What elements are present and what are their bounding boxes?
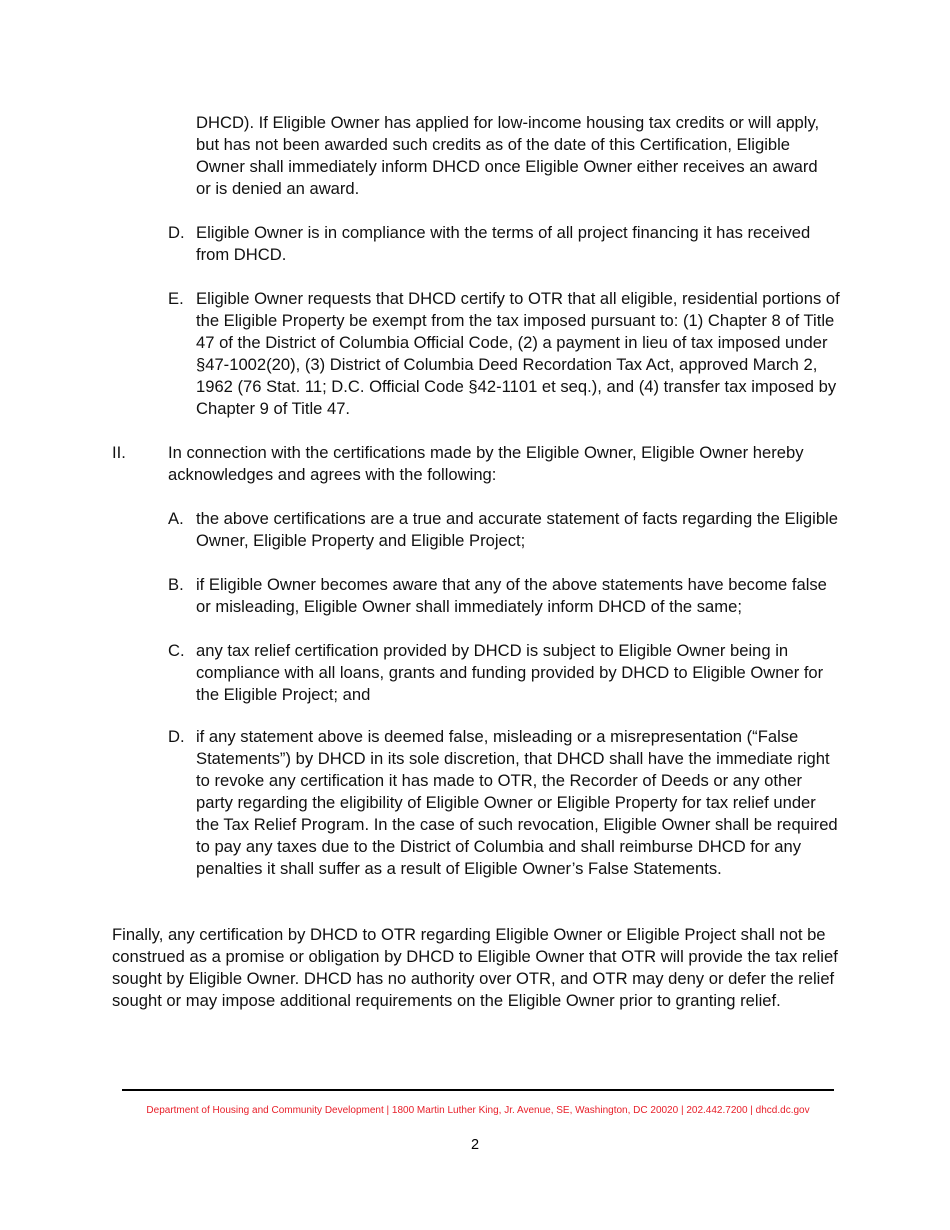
item-label: D. xyxy=(168,727,185,746)
item-label: E. xyxy=(168,289,184,308)
item-label: D. xyxy=(168,223,185,242)
item-text: Eligible Owner requests that DHCD certify to OTR that all eligible, residential portions of the Eligible Property be exempt from the tax imposed pursuant to: (1) Chapter 8 of Title 47 of the District of Columbia Official Code, (2) a payment in lieu of tax imposed under §47-1002(20), (3) District of Columbia Deed Recordation Tax Act, approved March 2, 1962 (76 Stat. 11; D.C. Official Code §42-1101 et seq.), and (4) transfer tax imposed by Chapter 9 of Title 47. xyxy=(196,289,840,418)
item-text: the above certifications are a true and accurate statement of facts regarding the Eligible Owner, Eligible Property and Eligible Project; xyxy=(196,509,838,550)
final-paragraph: Finally, any certification by DHCD to OTR regarding Eligible Owner or Eligible Project shall not be construed as a promise or obligation by DHCD to Eligible Owner that OTR will provide the tax relief sought by Eligible Owner. DHCD has no authority over OTR, and OTR may deny or defer the relief sought or may impose additional requirements on the Eligible Owner prior to granting relief. xyxy=(112,925,838,1010)
item-text: if Eligible Owner becomes aware that any of the above statements have become false or misleading, Eligible Owner shall immediately inform DHCD of the same; xyxy=(196,575,827,616)
item-text: any tax relief certification provided by DHCD is subject to Eligible Owner being in compliance with all loans, grants and funding provided by DHCD to Eligible Owner for the Eligible Project; and xyxy=(196,641,824,704)
section-ii-label: II. xyxy=(112,443,126,462)
footer-address: Department of Housing and Community Development | 1800 Martin Luther King, Jr. Avenue, SE, Washington, DC 20020 | 202.442.7200 | dhcd.dc.gov xyxy=(146,1105,810,1116)
item-text: if any statement above is deemed false, misleading or a misrepresentation (“False Statements”) by DHCD in its sole discretion, that DHCD shall have the immediate right to revoke any certification it has made to OTR, the Recorder of Deeds or any other party regarding the eligibility of Eligible Owner or Eligible Property for tax relief under the Tax Relief Program. In the case of such revocation, Eligible Owner shall be required to pay any taxes due to the District of Columbia and shall reimburse DHCD for any penalties it shall suffer as a result of Eligible Owner’s False Statements. xyxy=(196,727,838,878)
section-ii-text: In connection with the certifications made by the Eligible Owner, Eligible Owner hereby acknowledges and agrees with the following: xyxy=(168,443,804,484)
continuation-paragraph: DHCD). If Eligible Owner has applied for low-income housing tax credits or will apply, but has not been awarded such credits as of the date of this Certification, Eligible Owner shall immediately inform DHCD once Eligible Owner either receives an award or is denied an award. xyxy=(196,113,820,198)
page-number: 2 xyxy=(470,1137,480,1153)
item-label: A. xyxy=(168,509,184,528)
footer-divider xyxy=(122,1089,834,1091)
item-label: B. xyxy=(168,575,184,594)
item-text: Eligible Owner is in compliance with the terms of all project financing it has received from DHCD. xyxy=(196,223,811,264)
item-label: C. xyxy=(168,641,185,660)
